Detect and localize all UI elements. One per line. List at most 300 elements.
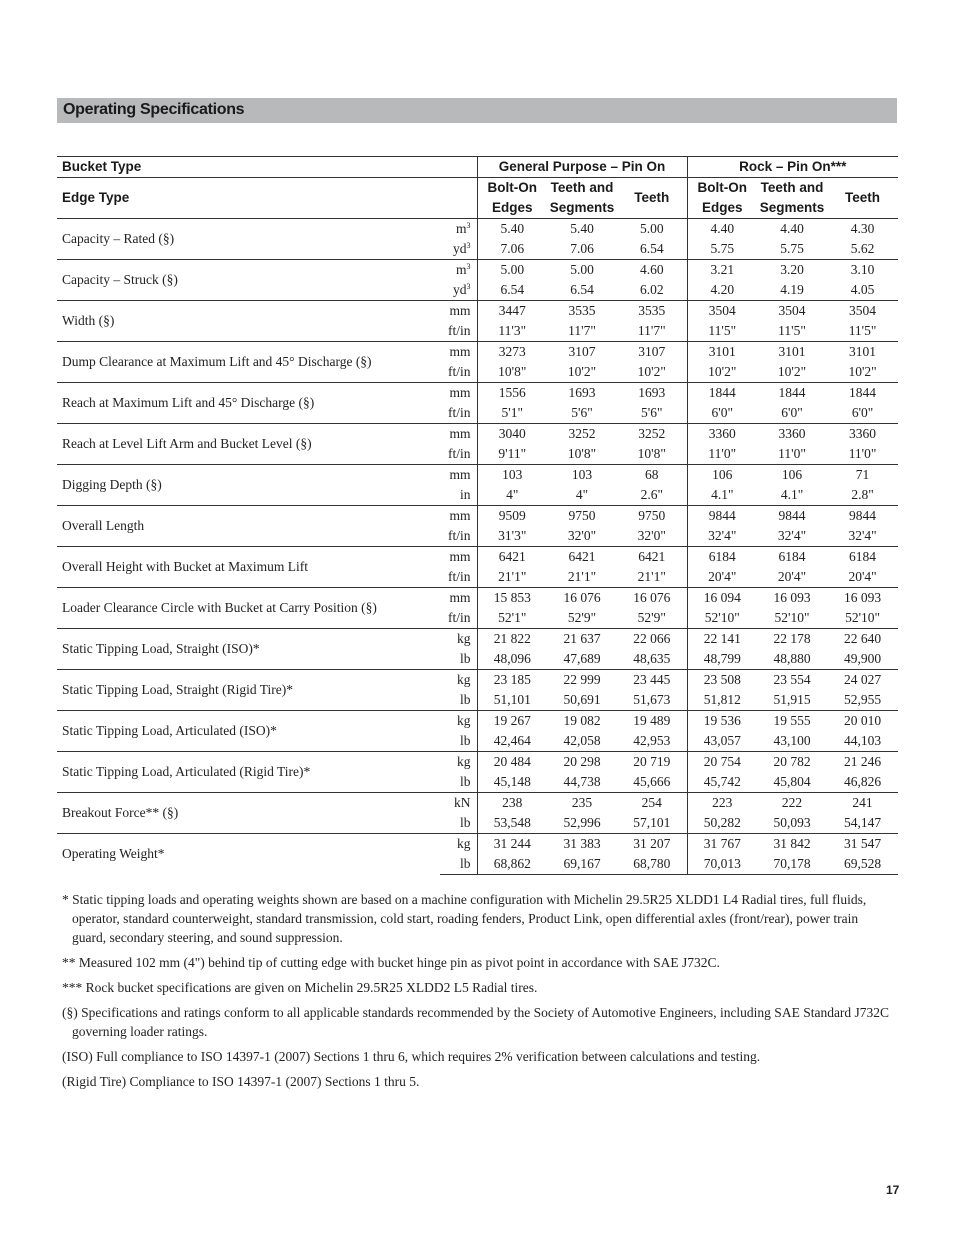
value-cell: 21'1" — [477, 567, 547, 588]
unit-cell — [440, 465, 477, 486]
unit-cell — [440, 854, 477, 875]
value-cell: 16 094 — [687, 588, 757, 609]
value-cell: 9844 — [687, 506, 757, 527]
value-cell: 44,738 — [547, 772, 617, 793]
value-cell: 10'2" — [687, 362, 757, 383]
value-cell: 3360 — [757, 424, 827, 445]
value-cell: 3360 — [827, 424, 898, 445]
unit-superscript: 3 — [466, 221, 471, 230]
value-cell: 45,804 — [757, 772, 827, 793]
value-cell: 254 — [617, 793, 687, 814]
value-cell: 5.40 — [477, 219, 547, 240]
value-cell: 70,013 — [687, 854, 757, 875]
value-cell: 52'10" — [687, 608, 757, 629]
value-cell: 5'1" — [477, 403, 547, 424]
row-label: Loader Clearance Circle with Bucket at Carry Position (§) — [57, 588, 440, 629]
value-cell: 1693 — [547, 383, 617, 404]
value-cell: 11'3" — [477, 321, 547, 342]
spec-body — [57, 219, 898, 875]
value-cell: 9750 — [547, 506, 617, 527]
value-cell: 51,101 — [477, 690, 547, 711]
operating-specifications-table — [57, 156, 898, 875]
value-cell: 3.10 — [827, 260, 898, 281]
value-cell: 1693 — [617, 383, 687, 404]
value-cell: 9750 — [617, 506, 687, 527]
unit-text: ft/in — [448, 610, 471, 625]
value-cell: 5'6" — [617, 403, 687, 424]
value-cell: 3360 — [687, 424, 757, 445]
value-cell: 222 — [757, 793, 827, 814]
value-cell: 20 754 — [687, 752, 757, 773]
value-cell: 3.20 — [757, 260, 827, 281]
value-cell: 43,057 — [687, 731, 757, 752]
value-cell: 3535 — [617, 301, 687, 322]
value-cell: 235 — [547, 793, 617, 814]
value-cell: 6'0" — [827, 403, 898, 424]
value-cell: 106 — [757, 465, 827, 486]
edge-header-line1: Teeth — [634, 190, 670, 205]
value-cell: 4.1" — [757, 485, 827, 506]
value-cell: 1844 — [687, 383, 757, 404]
value-cell: 16 093 — [757, 588, 827, 609]
value-cell: 45,666 — [617, 772, 687, 793]
unit-text: kg — [457, 631, 471, 646]
unit-cell — [440, 588, 477, 609]
value-cell: 21'1" — [547, 567, 617, 588]
value-cell: 19 267 — [477, 711, 547, 732]
value-cell: 42,953 — [617, 731, 687, 752]
value-cell: 11'7" — [547, 321, 617, 342]
unit-cell — [440, 567, 477, 588]
edge-header-line1: Teeth and — [550, 180, 614, 195]
value-cell: 5.75 — [687, 239, 757, 260]
row-label: Static Tipping Load, Articulated (ISO)* — [57, 711, 440, 752]
value-cell: 1844 — [757, 383, 827, 404]
value-cell: 9844 — [827, 506, 898, 527]
unit-cell — [440, 649, 477, 670]
value-cell: 103 — [477, 465, 547, 486]
edge-header-line1: Teeth — [845, 190, 881, 205]
value-cell: 4.60 — [617, 260, 687, 281]
value-cell: 238 — [477, 793, 547, 814]
edge-header-line1: Teeth and — [760, 180, 824, 195]
footnote: *** Rock bucket specifications are given on Michelin 29.5R25 XLDD2 L5 Radial tires. — [62, 980, 538, 995]
value-cell: 32'0" — [617, 526, 687, 547]
value-cell: 68,780 — [617, 854, 687, 875]
value-cell: 19 082 — [547, 711, 617, 732]
table-row — [57, 670, 898, 691]
unit-text: ft/in — [448, 405, 471, 420]
value-cell: 3040 — [477, 424, 547, 445]
value-cell: 11'5" — [687, 321, 757, 342]
value-cell: 10'8" — [617, 444, 687, 465]
value-cell: 9844 — [757, 506, 827, 527]
edge-header — [687, 178, 757, 219]
value-cell: 11'5" — [827, 321, 898, 342]
value-cell: 4.30 — [827, 219, 898, 240]
value-cell: 3273 — [477, 342, 547, 363]
unit-text: ft/in — [448, 528, 471, 543]
header-row-edge-type — [57, 178, 898, 219]
value-cell: 32'4" — [757, 526, 827, 547]
value-cell: 48,635 — [617, 649, 687, 670]
unit-text: in — [459, 487, 471, 502]
value-cell: 4.20 — [687, 280, 757, 301]
value-cell: 3504 — [757, 301, 827, 322]
value-cell: 7.06 — [477, 239, 547, 260]
value-cell: 10'2" — [827, 362, 898, 383]
value-cell: 54,147 — [827, 813, 898, 834]
value-cell: 21 246 — [827, 752, 898, 773]
value-cell: 48,799 — [687, 649, 757, 670]
section-title: Operating Specifications — [63, 101, 245, 118]
edge-header-line2: Segments — [549, 200, 615, 215]
value-cell: 6.02 — [617, 280, 687, 301]
edge-header — [477, 178, 547, 219]
value-cell: 20 484 — [477, 752, 547, 773]
row-label: Static Tipping Load, Articulated (Rigid Tire)* — [57, 752, 440, 793]
value-cell: 10'8" — [547, 444, 617, 465]
unit-cell — [440, 731, 477, 752]
row-label: Capacity – Rated (§) — [57, 219, 440, 260]
unit-text: ft/in — [448, 323, 471, 338]
table-row — [57, 383, 898, 404]
unit-text: lb — [459, 856, 471, 871]
row-label: Operating Weight* — [57, 834, 440, 875]
value-cell: 51,915 — [757, 690, 827, 711]
value-cell: 4" — [547, 485, 617, 506]
value-cell: 11'5" — [757, 321, 827, 342]
unit-text: kg — [457, 836, 471, 851]
value-cell: 19 536 — [687, 711, 757, 732]
table-row — [57, 219, 898, 240]
value-cell: 20'4" — [827, 567, 898, 588]
edge-header — [617, 178, 687, 219]
value-cell: 71 — [827, 465, 898, 486]
value-cell: 10'2" — [757, 362, 827, 383]
value-cell: 3107 — [547, 342, 617, 363]
value-cell: 23 185 — [477, 670, 547, 691]
value-cell: 68 — [617, 465, 687, 486]
unit-cell — [440, 506, 477, 527]
value-cell: 20'4" — [757, 567, 827, 588]
value-cell: 5.40 — [547, 219, 617, 240]
value-cell: 1844 — [827, 383, 898, 404]
unit-cell — [440, 321, 477, 342]
value-cell: 3101 — [757, 342, 827, 363]
unit-cell — [440, 752, 477, 773]
unit-cell — [440, 526, 477, 547]
value-cell: 2.8" — [827, 485, 898, 506]
unit-text: lb — [459, 815, 471, 830]
value-cell: 31 383 — [547, 834, 617, 855]
value-cell: 9509 — [477, 506, 547, 527]
row-label: Width (§) — [57, 301, 440, 342]
row-label: Dump Clearance at Maximum Lift and 45° Discharge (§) — [57, 342, 440, 383]
unit-cell — [440, 834, 477, 855]
unit-cell — [440, 485, 477, 506]
value-cell: 70,178 — [757, 854, 827, 875]
value-cell: 19 489 — [617, 711, 687, 732]
value-cell: 49,900 — [827, 649, 898, 670]
value-cell: 51,673 — [617, 690, 687, 711]
value-cell: 4.40 — [687, 219, 757, 240]
row-label: Reach at Maximum Lift and 45° Discharge (§) — [57, 383, 440, 424]
unit-text: kN — [454, 795, 471, 810]
row-label: Static Tipping Load, Straight (Rigid Tire)* — [57, 670, 440, 711]
value-cell: 2.6" — [617, 485, 687, 506]
value-cell: 223 — [687, 793, 757, 814]
unit-cell — [440, 670, 477, 691]
footnote: ** Measured 102 mm (4") behind tip of cutting edge with bucket hinge pin as pivot point in accordance with SAE J732C. — [62, 955, 720, 970]
table-row — [57, 588, 898, 609]
value-cell: 15 853 — [477, 588, 547, 609]
unit-text: mm — [449, 549, 471, 564]
value-cell: 106 — [687, 465, 757, 486]
table-row — [57, 629, 898, 650]
value-cell: 32'4" — [687, 526, 757, 547]
value-cell: 6421 — [547, 547, 617, 568]
unit-cell — [440, 690, 477, 711]
value-cell: 48,880 — [757, 649, 827, 670]
row-label: Reach at Level Lift Arm and Bucket Level (§) — [57, 424, 440, 465]
value-cell: 50,691 — [547, 690, 617, 711]
value-cell: 52,996 — [547, 813, 617, 834]
value-cell: 11'0" — [757, 444, 827, 465]
value-cell: 32'0" — [547, 526, 617, 547]
value-cell: 4.05 — [827, 280, 898, 301]
edge-header — [547, 178, 617, 219]
value-cell: 42,464 — [477, 731, 547, 752]
value-cell: 21 637 — [547, 629, 617, 650]
value-cell: 6421 — [477, 547, 547, 568]
value-cell: 21 822 — [477, 629, 547, 650]
value-cell: 3447 — [477, 301, 547, 322]
unit-text: ft/in — [448, 446, 471, 461]
value-cell: 31 842 — [757, 834, 827, 855]
value-cell: 5'6" — [547, 403, 617, 424]
value-cell: 3107 — [617, 342, 687, 363]
value-cell: 3504 — [827, 301, 898, 322]
value-cell: 43,100 — [757, 731, 827, 752]
value-cell: 31 244 — [477, 834, 547, 855]
value-cell: 23 554 — [757, 670, 827, 691]
value-cell: 4.40 — [757, 219, 827, 240]
group-rock: Rock – Pin On*** — [687, 157, 898, 178]
bucket-type-label: Bucket Type — [57, 157, 477, 178]
page-number: 17 — [886, 1183, 900, 1197]
value-cell: 16 076 — [617, 588, 687, 609]
value-cell: 16 093 — [827, 588, 898, 609]
footnote: (§) Specifications and ratings conform to all applicable standards recommended by the Society of Automotive Engineers, including SAE Standard J732C governing loader ratings. — [62, 1005, 890, 1039]
value-cell: 10'2" — [617, 362, 687, 383]
table-row — [57, 547, 898, 568]
unit-text: kg — [457, 754, 471, 769]
unit-text: ft/in — [448, 364, 471, 379]
row-label: Overall Height with Bucket at Maximum Lift — [57, 547, 440, 588]
value-cell: 9'11" — [477, 444, 547, 465]
value-cell: 6'0" — [687, 403, 757, 424]
value-cell: 31 767 — [687, 834, 757, 855]
footnotes — [62, 890, 892, 1097]
unit-text: mm — [449, 303, 471, 318]
value-cell: 42,058 — [547, 731, 617, 752]
unit-text: yd — [453, 282, 467, 297]
table-row — [57, 301, 898, 322]
unit-cell — [440, 301, 477, 322]
value-cell: 20 719 — [617, 752, 687, 773]
value-cell: 6'0" — [757, 403, 827, 424]
value-cell: 11'0" — [827, 444, 898, 465]
edge-header-line2: Segments — [759, 200, 825, 215]
value-cell: 4.1" — [687, 485, 757, 506]
edge-type-label: Edge Type — [57, 178, 477, 219]
value-cell: 68,862 — [477, 854, 547, 875]
row-label: Capacity – Struck (§) — [57, 260, 440, 301]
value-cell: 3252 — [547, 424, 617, 445]
unit-superscript: 3 — [466, 282, 471, 291]
table-row — [57, 711, 898, 732]
unit-cell — [440, 342, 477, 363]
unit-cell — [440, 772, 477, 793]
value-cell: 241 — [827, 793, 898, 814]
row-label: Static Tipping Load, Straight (ISO)* — [57, 629, 440, 670]
table-row — [57, 465, 898, 486]
unit-cell — [440, 813, 477, 834]
value-cell: 44,103 — [827, 731, 898, 752]
value-cell: 1556 — [477, 383, 547, 404]
value-cell: 11'7" — [617, 321, 687, 342]
unit-text: mm — [449, 590, 471, 605]
unit-superscript: 3 — [466, 241, 471, 250]
table-row — [57, 506, 898, 527]
unit-cell — [440, 362, 477, 383]
value-cell: 3252 — [617, 424, 687, 445]
value-cell: 47,689 — [547, 649, 617, 670]
unit-text: lb — [459, 651, 471, 666]
unit-cell — [440, 608, 477, 629]
unit-text: mm — [449, 508, 471, 523]
value-cell: 22 999 — [547, 670, 617, 691]
unit-text: mm — [449, 385, 471, 400]
footnote: (Rigid Tire) Compliance to ISO 14397-1 (2007) Sections 1 thru 5. — [62, 1074, 420, 1089]
table-row — [57, 260, 898, 281]
value-cell: 57,101 — [617, 813, 687, 834]
edge-header — [757, 178, 827, 219]
value-cell: 52,955 — [827, 690, 898, 711]
value-cell: 3101 — [687, 342, 757, 363]
value-cell: 6.54 — [617, 239, 687, 260]
value-cell: 4" — [477, 485, 547, 506]
edge-header-line1: Bolt-On — [487, 180, 537, 195]
group-general-purpose: General Purpose – Pin On — [477, 157, 687, 178]
section-header-bar — [57, 98, 897, 123]
value-cell: 22 640 — [827, 629, 898, 650]
unit-cell — [440, 547, 477, 568]
value-cell: 5.00 — [477, 260, 547, 281]
value-cell: 52'9" — [617, 608, 687, 629]
unit-cell — [440, 219, 477, 240]
value-cell: 23 508 — [687, 670, 757, 691]
unit-text: ft/in — [448, 569, 471, 584]
row-label: Breakout Force** (§) — [57, 793, 440, 834]
unit-text: lb — [459, 774, 471, 789]
edge-header-line1: Bolt-On — [697, 180, 748, 195]
value-cell: 5.00 — [547, 260, 617, 281]
unit-superscript: 3 — [466, 262, 471, 271]
value-cell: 3535 — [547, 301, 617, 322]
value-cell: 24 027 — [827, 670, 898, 691]
value-cell: 45,742 — [687, 772, 757, 793]
unit-text: lb — [459, 692, 471, 707]
table-row — [57, 834, 898, 855]
table-row — [57, 424, 898, 445]
table-row — [57, 752, 898, 773]
value-cell: 5.75 — [757, 239, 827, 260]
unit-text: yd — [453, 241, 467, 256]
value-cell: 32'4" — [827, 526, 898, 547]
unit-cell — [440, 793, 477, 814]
value-cell: 52'10" — [827, 608, 898, 629]
value-cell: 6184 — [827, 547, 898, 568]
table-row — [57, 793, 898, 814]
value-cell: 3101 — [827, 342, 898, 363]
value-cell: 52'10" — [757, 608, 827, 629]
value-cell: 31 207 — [617, 834, 687, 855]
value-cell: 53,548 — [477, 813, 547, 834]
unit-text: m — [455, 262, 467, 277]
unit-cell — [440, 424, 477, 445]
value-cell: 50,093 — [757, 813, 827, 834]
value-cell: 3.21 — [687, 260, 757, 281]
unit-text: lb — [459, 733, 471, 748]
value-cell: 6184 — [687, 547, 757, 568]
value-cell: 5.62 — [827, 239, 898, 260]
value-cell: 10'2" — [547, 362, 617, 383]
unit-text: kg — [457, 713, 471, 728]
value-cell: 22 141 — [687, 629, 757, 650]
unit-cell — [440, 239, 477, 260]
header-row-bucket-type — [57, 157, 898, 178]
value-cell: 52'9" — [547, 608, 617, 629]
unit-cell — [440, 260, 477, 281]
footnote: * Static tipping loads and operating weights shown are based on a machine configuration with Michelin 29.5R25 XLDD1 L4 Radial tires, full fluids, operator, standard counterweight, standard transmission, cold start, roading fenders, Product Link, open differential axles (front/rear), power train guard, secondary steering, and sound suppression. — [62, 892, 867, 945]
value-cell: 21'1" — [617, 567, 687, 588]
edge-header — [827, 178, 898, 219]
unit-cell — [440, 711, 477, 732]
value-cell: 6184 — [757, 547, 827, 568]
value-cell: 50,282 — [687, 813, 757, 834]
value-cell: 31 547 — [827, 834, 898, 855]
unit-text: mm — [449, 344, 471, 359]
unit-text: kg — [457, 672, 471, 687]
edge-header-line2: Edges — [491, 200, 533, 215]
unit-text: mm — [449, 467, 471, 482]
value-cell: 20 010 — [827, 711, 898, 732]
value-cell: 52'1" — [477, 608, 547, 629]
value-cell: 51,812 — [687, 690, 757, 711]
value-cell: 6.54 — [477, 280, 547, 301]
value-cell: 20 782 — [757, 752, 827, 773]
row-label: Overall Length — [57, 506, 440, 547]
value-cell: 7.06 — [547, 239, 617, 260]
value-cell: 6.54 — [547, 280, 617, 301]
unit-cell — [440, 383, 477, 404]
value-cell: 20 298 — [547, 752, 617, 773]
value-cell: 3504 — [687, 301, 757, 322]
value-cell: 103 — [547, 465, 617, 486]
value-cell: 45,148 — [477, 772, 547, 793]
